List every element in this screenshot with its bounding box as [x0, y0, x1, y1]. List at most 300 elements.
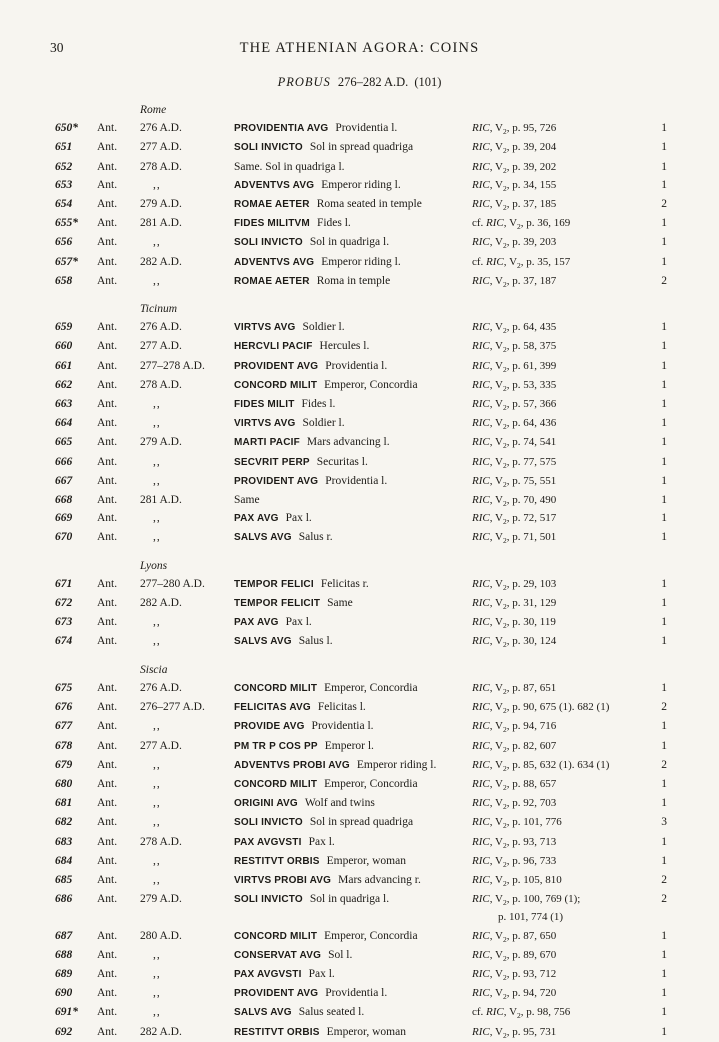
catalog-row [0, 433, 719, 452]
specimen-count: 1 [661, 681, 667, 694]
date: 280 A.D. [140, 929, 182, 942]
type-text: Pax l. [285, 512, 312, 525]
reverse-legend: RESTITVT ORBIS [234, 855, 320, 867]
type-description [234, 890, 472, 926]
type-text: Pax l. [285, 616, 312, 629]
date: 281 A.D. [140, 494, 182, 507]
specimen-count: 2 [661, 873, 667, 886]
reverse-legend: VIRTVS AVG [234, 322, 296, 334]
catalog-row [0, 946, 719, 965]
catalog-number: 681 [55, 797, 73, 810]
date-ditto-mark: ,, [153, 873, 161, 886]
type-text: Sol in spread quadriga [309, 141, 414, 154]
date-ditto-mark: ,, [153, 178, 161, 191]
specimen-count: 1 [661, 217, 667, 230]
date-ditto-mark: ,, [153, 455, 161, 468]
type-text: Same [327, 597, 353, 610]
date: 276 A.D. [140, 122, 182, 135]
type-description [234, 318, 472, 337]
type-description [234, 119, 472, 138]
catalog [0, 101, 719, 1042]
date: 278 A.D. [140, 835, 182, 848]
catalog-row [0, 453, 719, 472]
reverse-legend: VIRTVS AVG [234, 418, 296, 430]
type-text: Mars advancing r. [338, 873, 421, 886]
ric-reference: RIC, $V_2$, p. 53, 335 [472, 378, 557, 394]
catalog-row [0, 1023, 719, 1042]
catalog-row [0, 717, 719, 736]
specimen-count: 1 [661, 720, 667, 733]
catalog-number: 654 [55, 198, 73, 211]
type-text: Pax l. [308, 967, 335, 980]
ric-reference: RIC, $V_2$, p. 75, 551 [472, 474, 557, 490]
specimen-count: 1 [661, 340, 667, 353]
ric-reference: RIC, $V_2$, p. 71, 501 [472, 531, 557, 546]
date-ditto-mark: ,, [153, 474, 161, 487]
denomination: Ant. [97, 777, 118, 790]
type-description [234, 395, 472, 414]
mint-group-ticinum [0, 300, 719, 548]
specimen-count: 1 [661, 474, 667, 487]
denomination: Ant. [97, 873, 118, 886]
ric-reference: RIC, $V_2$, p. 95, 731 [472, 1025, 557, 1040]
catalog-row [0, 813, 719, 832]
reverse-legend: ROMAE AETER [234, 275, 310, 287]
catalog-number: 688 [55, 948, 73, 961]
denomination: Ant. [97, 967, 118, 980]
reverse-legend: VIRTVS PROBI AVG [234, 874, 332, 886]
mint-heading: Rome [140, 104, 167, 116]
ric-reference: RIC, $V_2$, p. 29, 103 [472, 577, 557, 593]
ric-reference: RIC, $V_2$, p. 77, 575 [472, 455, 557, 470]
date-ditto-mark: ,, [153, 1006, 161, 1019]
type-description [234, 1023, 472, 1042]
ric-reference: RIC, $V_2$, p. 89, 670 [472, 948, 557, 963]
type-text: Sol in quadriga l. [309, 893, 390, 906]
type-text: Salus seated l. [298, 1006, 365, 1019]
ric-reference: RIC, $V_2$, p. 87, 650 [472, 929, 557, 944]
type-text: Fides l. [316, 217, 351, 230]
catalog-row [0, 491, 719, 509]
ric-reference: cf. RIC, $V_2$, p. 35, 157 [472, 255, 571, 270]
type-text: Providentia l. [325, 987, 388, 1000]
type-description [234, 594, 472, 613]
reverse-legend: PAX AVG [234, 617, 279, 629]
specimen-count: 1 [661, 512, 667, 525]
reverse-legend: ORIGINI AVG [234, 798, 298, 810]
denomination: Ant. [97, 455, 118, 468]
emperor-dates: 276–282 A.D. [337, 75, 409, 89]
specimen-count: 1 [661, 597, 667, 610]
mint-group-siscia [0, 661, 719, 1042]
date-ditto-mark: ,, [153, 948, 161, 961]
catalog-number: 652 [55, 160, 73, 173]
denomination: Ant. [97, 198, 118, 211]
type-description [234, 813, 472, 832]
type-description [234, 833, 472, 852]
reverse-legend: PM TR P COS PP [234, 740, 318, 752]
catalog-number: 667 [55, 474, 73, 487]
denomination: Ant. [97, 531, 118, 544]
running-title: THE ATHENIAN AGORA: COINS [239, 40, 480, 56]
date-ditto-mark: ,, [153, 635, 161, 648]
type-description [234, 472, 472, 491]
catalog-number: 657* [55, 255, 78, 268]
specimen-count: 1 [661, 436, 667, 449]
ric-reference: RIC, $V_2$, p. 93, 713 [472, 835, 557, 850]
denomination: Ant. [97, 929, 118, 942]
ric-reference: RIC, $V_2$, p. 58, 375 [472, 340, 557, 355]
type-description [234, 195, 472, 214]
catalog-row [0, 632, 719, 651]
denomination: Ant. [97, 512, 118, 525]
reverse-legend: TEMPOR FELICIT [234, 598, 321, 610]
reverse-legend: SECVRIT PERP [234, 456, 310, 468]
type-text: Salus l. [298, 635, 333, 648]
section-heading [0, 75, 719, 92]
catalog-row [0, 679, 719, 698]
specimen-count: 1 [661, 967, 667, 980]
type-description [234, 871, 472, 890]
reverse-legend: PROVIDENT AVG [234, 360, 319, 372]
denomination: Ant. [97, 701, 118, 714]
type-description [234, 433, 472, 452]
reverse-legend: CONCORD MILIT [234, 379, 318, 391]
type-description [234, 509, 472, 528]
denomination: Ant. [97, 274, 118, 287]
reverse-legend: CONCORD MILIT [234, 930, 318, 942]
reverse-legend: SOLI INVICTO [234, 237, 303, 249]
catalog-number: 661 [55, 359, 73, 372]
type-text: Emperor l. [324, 739, 374, 752]
type-description [234, 965, 472, 984]
denomination: Ant. [97, 1025, 118, 1038]
date: 278 A.D. [140, 160, 182, 173]
catalog-number: 672 [55, 597, 73, 610]
ric-reference: RIC, $V_2$, p. 92, 703 [472, 797, 557, 812]
reverse-legend: ROMAE AETER [234, 199, 310, 211]
type-text: Emperor riding l. [356, 758, 437, 771]
catalog-number: 674 [55, 635, 73, 648]
catalog-row [0, 272, 719, 291]
catalog-row [0, 253, 719, 272]
specimen-count: 1 [661, 178, 667, 191]
catalog-row [0, 871, 719, 890]
denomination: Ant. [97, 321, 118, 334]
type-text: Same. Sol in quadriga l. [234, 160, 345, 173]
catalog-number: 679 [55, 758, 73, 771]
reverse-legend: SOLI INVICTO [234, 894, 303, 906]
specimen-count: 1 [661, 635, 667, 648]
catalog-number: 689 [55, 967, 73, 980]
catalog-number: 678 [55, 739, 73, 752]
date-ditto-mark: ,, [153, 236, 161, 249]
type-text: Sol in quadriga l. [309, 236, 390, 249]
catalog-row [0, 890, 719, 926]
catalog-number: 664 [55, 417, 73, 430]
reverse-legend: PAX AVGVSTI [234, 836, 302, 848]
date-ditto-mark: ,, [153, 512, 161, 525]
type-text: Salus r. [298, 531, 333, 544]
reverse-legend: ADVENTVS AVG [234, 256, 315, 268]
catalog-number: 653 [55, 178, 73, 191]
catalog-row [0, 852, 719, 871]
catalog-row [0, 376, 719, 395]
page-header [0, 40, 719, 60]
specimen-count: 2 [661, 274, 667, 287]
catalog-number: 673 [55, 616, 73, 629]
catalog-number: 656 [55, 236, 73, 249]
specimen-count: 2 [661, 198, 667, 211]
catalog-number: 666 [55, 455, 73, 468]
catalog-number: 680 [55, 777, 73, 790]
mint-group-lyons [0, 557, 719, 652]
specimen-count: 1 [661, 854, 667, 867]
ric-reference: RIC, $V_2$, p. 30, 119 [472, 616, 556, 631]
specimen-count: 1 [661, 616, 667, 629]
date: 282 A.D. [140, 597, 182, 610]
date-ditto-mark: ,, [153, 854, 161, 867]
ric-reference: cf. RIC, $V_2$, p. 98, 756 [472, 1006, 571, 1021]
catalog-row [0, 613, 719, 632]
specimen-count: 1 [661, 739, 667, 752]
date: 276 A.D. [140, 681, 182, 694]
ric-reference: RIC, $V_2$, p. 34, 155 [472, 178, 557, 193]
denomination: Ant. [97, 797, 118, 810]
catalog-number: 670 [55, 531, 73, 544]
emperor-name: PROBUS [277, 75, 331, 89]
ric-reference: RIC, $V_2$, p. 95, 726 [472, 122, 557, 137]
type-description [234, 233, 472, 252]
catalog-number: 655* [55, 217, 78, 230]
reverse-legend: PAX AVGVSTI [234, 968, 302, 980]
catalog-row [0, 698, 719, 717]
date: 277–278 A.D. [140, 359, 205, 372]
specimen-count: 1 [661, 321, 667, 334]
denomination: Ant. [97, 160, 118, 173]
type-text: Soldier l. [302, 417, 345, 430]
type-text: Wolf and twins [304, 797, 375, 810]
specimen-count: 1 [661, 141, 667, 154]
catalog-row [0, 737, 719, 756]
type-description [234, 491, 472, 509]
type-text: Providentia l. [325, 359, 388, 372]
denomination: Ant. [97, 378, 118, 391]
catalog-number: 676 [55, 701, 73, 714]
mint-group-rome [0, 101, 719, 291]
reverse-legend: CONCORD MILIT [234, 778, 318, 790]
ric-reference: RIC, $V_2$, p. 64, 436 [472, 417, 557, 432]
type-text: Roma in temple [316, 274, 391, 287]
ric-reference: RIC, $V_2$, p. 105, 810 [472, 873, 562, 889]
type-description [234, 414, 472, 433]
ric-reference: RIC, $V_2$, p. 39, 203 [472, 236, 557, 251]
denomination: Ant. [97, 758, 118, 771]
type-text: Mars advancing l. [306, 436, 390, 449]
ric-reference: RIC, $V_2$, p. 85, 632 (1). 634 (1) [472, 758, 610, 773]
type-description [234, 376, 472, 395]
type-text: Fides l. [301, 398, 336, 411]
specimen-count: 1 [661, 160, 667, 173]
catalog-number: 692 [55, 1025, 73, 1038]
type-text: Hercules l. [319, 340, 370, 353]
catalog-row [0, 775, 719, 794]
type-description [234, 756, 472, 775]
denomination: Ant. [97, 616, 118, 629]
date: 281 A.D. [140, 217, 182, 230]
date: 282 A.D. [140, 255, 182, 268]
reverse-legend: PAX AVG [234, 513, 279, 525]
type-text: Emperor, woman [326, 1025, 406, 1038]
date-ditto-mark: ,, [153, 398, 161, 411]
type-description [234, 717, 472, 736]
type-description [234, 1003, 472, 1022]
catalog-row [0, 195, 719, 214]
type-description [234, 794, 472, 813]
type-description [234, 946, 472, 965]
catalog-number: 682 [55, 816, 73, 829]
reverse-legend: MARTI PACIF [234, 437, 300, 449]
ric-reference: RIC, $V_2$, p. 96, 733 [472, 854, 557, 869]
ric-reference: RIC, $V_2$, p. 57, 366 [472, 398, 557, 413]
date: 282 A.D. [140, 1025, 182, 1038]
type-description [234, 775, 472, 794]
specimen-count: 2 [661, 701, 667, 714]
ric-reference: RIC, $V_2$, p. 94, 716 [472, 720, 557, 735]
ric-reference: RIC, $V_2$, p. 88, 657 [472, 777, 557, 793]
catalog-number: 683 [55, 835, 73, 848]
type-description [234, 737, 472, 756]
catalog-number: 651 [55, 141, 73, 154]
date: 277 A.D. [140, 739, 182, 752]
ric-reference-continuation: p. 101, 774 (1) [498, 911, 564, 924]
denomination: Ant. [97, 635, 118, 648]
catalog-number: 659 [55, 321, 73, 334]
catalog-row [0, 984, 719, 1003]
catalog-number: 658 [55, 274, 73, 287]
type-description [234, 253, 472, 272]
catalog-row [0, 214, 719, 233]
mint-heading: Lyons [140, 559, 168, 572]
reverse-legend: CONSERVAT AVG [234, 949, 322, 961]
catalog-number: 690 [55, 987, 73, 1000]
reverse-legend: FELICITAS AVG [234, 702, 311, 714]
denomination: Ant. [97, 436, 118, 449]
catalog-row [0, 965, 719, 984]
ric-reference: RIC, $V_2$, p. 82, 607 [472, 739, 557, 754]
reverse-legend: PROVIDE AVG [234, 721, 305, 733]
ric-reference: RIC, $V_2$, p. 61, 399 [472, 359, 557, 374]
reverse-legend: PROVIDENTIA AVG [234, 123, 329, 135]
denomination: Ant. [97, 987, 118, 1000]
specimen-count: 1 [661, 777, 667, 790]
specimen-count: 1 [661, 948, 667, 961]
specimen-count: 1 [661, 255, 667, 268]
type-description [234, 852, 472, 871]
ric-reference: RIC, $V_2$, p. 74, 541 [472, 436, 557, 451]
denomination: Ant. [97, 359, 118, 372]
denomination: Ant. [97, 739, 118, 752]
date-ditto-mark: ,, [153, 720, 161, 733]
ric-reference: RIC, $V_2$, p. 37, 187 [472, 274, 557, 290]
section-count: (101) [414, 75, 442, 89]
specimen-count: 1 [661, 378, 667, 391]
type-description [234, 138, 472, 157]
type-text: Emperor, Concordia [324, 681, 418, 694]
catalog-number: 687 [55, 929, 73, 942]
catalog-number: 677 [55, 720, 73, 733]
date: 279 A.D. [140, 436, 182, 449]
catalog-number: 685 [55, 873, 73, 886]
specimen-count: 2 [661, 758, 667, 771]
date: 277 A.D. [140, 340, 182, 353]
reverse-legend: SOLI INVICTO [234, 142, 303, 154]
type-text: Emperor, Concordia [324, 378, 418, 391]
ric-reference: RIC, $V_2$, p. 39, 204 [472, 141, 557, 156]
type-description [234, 575, 472, 594]
page-number: 30 [50, 40, 64, 55]
type-description [234, 272, 472, 291]
specimen-count: 1 [661, 987, 667, 1000]
ric-reference: RIC, $V_2$, p. 100, 769 (1); p. 101, 774 (1) [472, 890, 644, 926]
type-text: Same [234, 494, 260, 507]
ric-reference: RIC, $V_2$, p. 87, 651 [472, 681, 557, 697]
catalog-number: 684 [55, 854, 73, 867]
catalog-row [0, 337, 719, 356]
catalog-number: 662 [55, 378, 73, 391]
catalog-row [0, 138, 719, 157]
denomination: Ant. [97, 122, 118, 135]
denomination: Ant. [97, 217, 118, 230]
denomination: Ant. [97, 474, 118, 487]
denomination: Ant. [97, 141, 118, 154]
date: 277 A.D. [140, 141, 182, 154]
reverse-legend: FIDES MILIT [234, 399, 295, 411]
date-ditto-mark: ,, [153, 531, 161, 544]
ric-reference: RIC, $V_2$, p. 64, 435 [472, 321, 557, 336]
type-description [234, 984, 472, 1003]
type-text: Emperor, woman [326, 854, 406, 867]
ric-reference: RIC, $V_2$, p. 70, 490 [472, 494, 557, 509]
type-text: Felicitas r. [320, 577, 369, 590]
catalog-row [0, 594, 719, 613]
type-description [234, 357, 472, 376]
denomination: Ant. [97, 681, 118, 694]
reverse-legend: FIDES MILITVM [234, 218, 310, 230]
denomination: Ant. [97, 178, 118, 191]
ric-reference: RIC, $V_2$, p. 90, 675 (1). 682 (1) [472, 701, 610, 716]
reverse-legend: SALVS AVG [234, 636, 292, 648]
denomination: Ant. [97, 835, 118, 848]
date-ditto-mark: ,, [153, 987, 161, 1000]
ric-reference: RIC, $V_2$, p. 39, 202 [472, 160, 557, 175]
type-text: Emperor riding l. [321, 178, 401, 191]
type-description [234, 214, 472, 233]
mint-heading: Siscia [140, 663, 168, 676]
catalog-number: 671 [55, 577, 73, 590]
specimen-count: 1 [661, 929, 667, 942]
catalog-row [0, 509, 719, 528]
specimen-count: 1 [661, 494, 667, 507]
specimen-count: 1 [661, 531, 667, 544]
specimen-count: 1 [661, 1025, 667, 1038]
catalog-number: 650* [55, 122, 78, 135]
denomination: Ant. [97, 893, 118, 906]
reverse-legend: SALVS AVG [234, 1007, 292, 1019]
type-description [234, 613, 472, 632]
reverse-legend: RESTITVT ORBIS [234, 1026, 320, 1038]
catalog-row [0, 158, 719, 176]
